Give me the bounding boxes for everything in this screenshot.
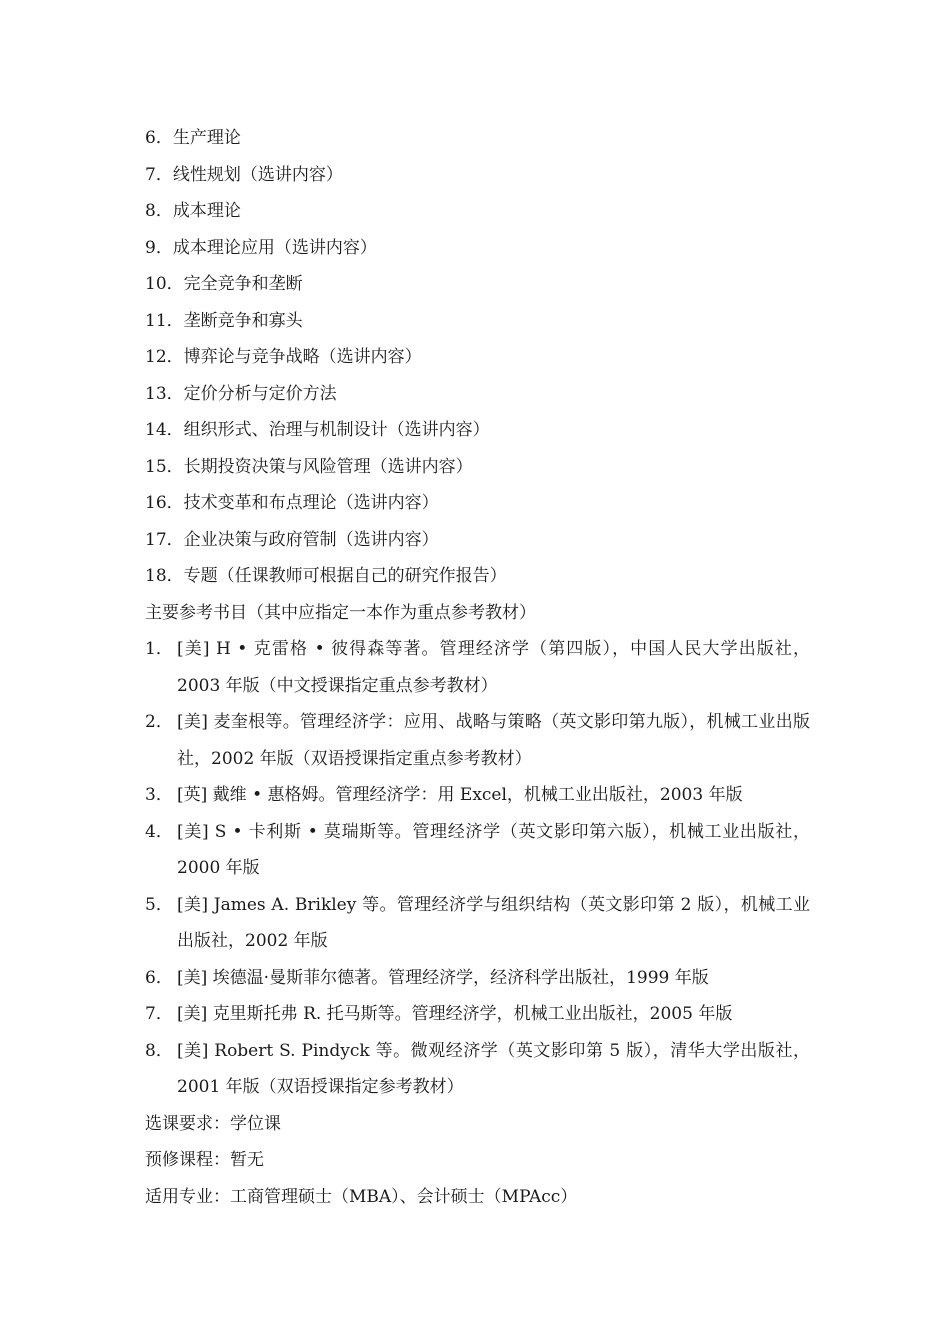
topic-item: 8．成本理论 <box>145 201 241 221</box>
reference-number: 7． <box>145 1004 173 1024</box>
reference-item <box>145 777 810 814</box>
reference-number: 8． <box>145 1040 173 1061</box>
topic-item: 15．长期投资决策与风险管理（选讲内容） <box>145 456 473 477</box>
reference-text: [美] 埃德温·曼斯菲尔德著。管理经济学，经济科学出版社，1999 年版 <box>177 967 709 988</box>
topic-item: 11．垄断竞争和寡头 <box>145 310 303 331</box>
topic-item: 9．成本理论应用（选讲内容） <box>145 237 377 258</box>
reference-text: [美] James A. Brikley 等。管理经济学与组织结构（英文影印第 2 版），机械工业出版社，2002 年版 <box>177 894 810 951</box>
reference-item <box>145 996 810 1033</box>
topic-item: 7．线性规划（选讲内容） <box>145 164 343 185</box>
reference-item <box>145 631 810 704</box>
topic-item: 18．专题（任课教师可根据自己的研究作报告） <box>145 566 507 586</box>
reference-number: 4． <box>145 821 173 842</box>
reference-text: [美] 克里斯托弗 R. 托马斯等。管理经济学，机械工业出版社，2005 年版 <box>177 1004 733 1024</box>
reference-number: 6． <box>145 967 173 988</box>
reference-number: 2． <box>145 712 173 732</box>
reference-number: 1． <box>145 639 173 659</box>
reference-item <box>145 887 810 960</box>
document-body <box>145 120 810 1215</box>
reference-number: 3． <box>145 785 173 805</box>
topic-item: 10．完全竞争和垄断 <box>145 274 303 294</box>
reference-item <box>145 814 810 887</box>
applicable-majors: 适用专业：工商管理硕士（MBA）、会计硕士（MPAcc） <box>145 1186 578 1207</box>
references-heading: 主要参考书目（其中应指定一本作为重点参考教材） <box>145 602 536 623</box>
topic-item: 17．企业决策与政府管制（选讲内容） <box>145 529 439 550</box>
topic-item: 14．组织形式、治理与机制设计（选讲内容） <box>145 420 490 440</box>
reference-item <box>145 1033 810 1106</box>
topic-item: 16．技术变革和布点理论（选讲内容） <box>145 493 439 513</box>
topic-item: 6．生产理论 <box>145 128 241 148</box>
reference-text: [英] 戴维 • 惠格姆。管理经济学：用 Excel，机械工业出版社，2003 年版 <box>177 785 743 805</box>
topic-item: 13．定价分析与定价方法 <box>145 383 337 404</box>
reference-text: [美] S • 卡利斯 • 莫瑞斯等。管理经济学（英文影印第六版），机械工业出版社，2000 年版 <box>177 821 810 878</box>
reference-number: 5． <box>145 894 173 915</box>
course-requirement: 选课要求：学位课 <box>145 1113 281 1134</box>
reference-item <box>145 704 810 777</box>
reference-item <box>145 960 810 997</box>
topic-item: 12．博弈论与竞争战略（选讲内容） <box>145 347 422 367</box>
reference-text: [美] 麦奎根等。管理经济学：应用、战略与策略（英文影印第九版），机械工业出版社，2002 年版（双语授课指定重点参考教材） <box>177 712 810 769</box>
reference-text: [美] H • 克雷格 • 彼得森等著。管理经济学（第四版），中国人民大学出版社，2003 年版（中文授课指定重点参考教材） <box>177 639 810 696</box>
reference-text: [美] Robert S. Pindyck 等。微观经济学（英文影印第 5 版），清华大学出版社，2001 年版（双语授课指定参考教材） <box>177 1040 810 1097</box>
prerequisite: 预修课程：暂无 <box>145 1150 264 1170</box>
